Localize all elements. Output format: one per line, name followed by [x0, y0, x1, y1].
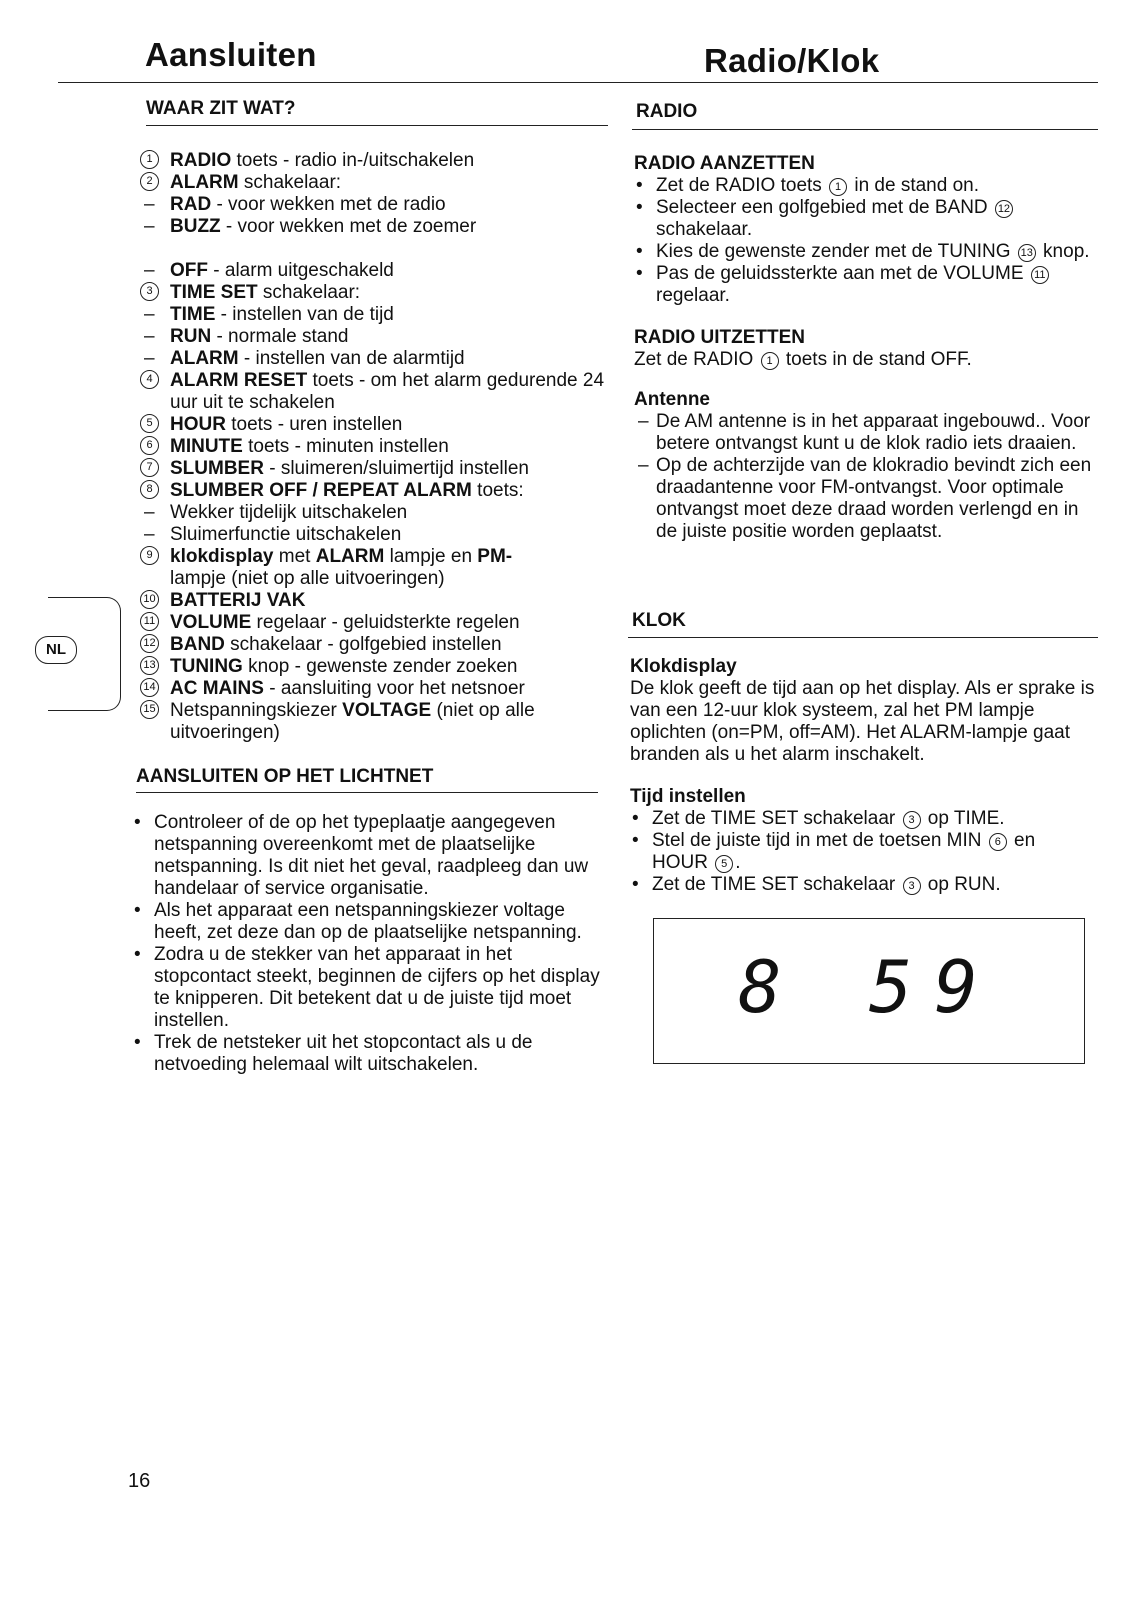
radio-aanzetten	[634, 153, 1104, 543]
clock-display-illustration	[653, 918, 1085, 1064]
net-heading: AANSLUITEN OP HET LICHTNET	[136, 766, 434, 787]
net-bullets	[132, 812, 602, 1076]
alarm-off: – OFF - alarm uitgeschakeld	[140, 260, 610, 282]
part-11: 11 VOLUME regelaar - geluidsterkte regelen	[140, 612, 610, 634]
uitzetten-heading: RADIO UITZETTEN	[634, 327, 805, 348]
part-8: 8 SLUMBER OFF / REPEAT ALARM toets:	[140, 480, 610, 502]
klok-rule	[628, 637, 1098, 638]
page-title-left: Aansluiten	[145, 36, 317, 73]
part-5: 5 HOUR toets - uren instellen	[140, 414, 610, 436]
tijd-2: • Stel de juiste tijd in met de toetsen MIN 6 en HOUR 5 .	[630, 830, 1096, 874]
net-bullet-2: • Als het apparaat een netspanningskiezer voltage heeft, zet deze dan op de plaatselijke netspanning.	[132, 900, 602, 944]
part-6: 6 MINUTE toets - minuten instellen	[140, 436, 610, 458]
part-3: 3 TIME SET schakelaar:	[140, 282, 610, 304]
waar-heading: WAAR ZIT WAT?	[146, 98, 296, 119]
slumber-sub-1: – Wekker tijdelijk uitschakelen	[140, 502, 610, 524]
num-1: 1	[140, 150, 159, 169]
klokdisplay-heading: Klokdisplay	[630, 656, 737, 677]
radio-heading: RADIO	[636, 101, 698, 122]
part-10: 10 BATTERIJ VAK	[140, 590, 610, 612]
antenne-heading: Antenne	[634, 389, 710, 410]
part-9: 9 klokdisplay met ALARM lampje en PM- lampje (niet op alle uitvoeringen)	[140, 546, 610, 590]
page-number: 16	[128, 1470, 151, 1492]
part-13: 13 TUNING knop - gewenste zender zoeken	[140, 656, 610, 678]
language-badge: NL	[35, 636, 77, 664]
klok-section	[630, 656, 1096, 896]
part-15: 15 Netspanningskiezer VOLTAGE (niet op alle uitvoeringen)	[140, 700, 610, 744]
timeset-run: – RUN - normale stand	[140, 326, 610, 348]
klokdisplay-text: De klok geeft de tijd aan op het display. Als er sprake is van een 12-uur klok systeem, zal het PM lampje oplichten (on=PM, off=AM). Het ALARM-lampje gaat branden als u het alarm inschakelt.	[630, 678, 1095, 765]
aanzetten-heading: RADIO AANZETTEN	[634, 153, 815, 174]
waar-rule	[146, 125, 608, 126]
net-rule	[136, 792, 598, 793]
antenne-1: – De AM antenne is in het apparaat ingebouwd.. Voor betere ontvangst kunt u de klok radio iets draaien.	[634, 411, 1104, 455]
tijd-3: • Zet de TIME SET schakelaar 3 op RUN.	[630, 874, 1096, 896]
timeset-alarm: – ALARM - instellen van de alarmtijd	[140, 348, 610, 370]
tijd-heading: Tijd instellen	[630, 786, 746, 807]
net-bullet-3: • Zodra u de stekker van het apparaat in het stopcontact steekt, beginnen de cijfers op het display te knipperen. Dit betekent dat u de juiste tijd moet instellen.	[132, 944, 602, 1032]
slumber-sub-2: – Sluimerfunctie uitschakelen	[140, 524, 610, 546]
part-7: 7 SLUMBER - sluimeren/sluimertijd instellen	[140, 458, 610, 480]
part-1: 1 RADIO toets - radio in-/uitschakelen	[140, 150, 610, 172]
net-bullet-4: • Trek de netsteker uit het stopcontact als u de netvoeding helemaal wilt uitschakelen.	[132, 1032, 602, 1076]
antenne-2: – Op de achterzijde van de klokradio bevindt zich een draadantenne voor FM-ontvangst. Voor optimale ontvangst moet deze draad worden verlengd en in de juiste positie worden geplaatst.	[634, 455, 1104, 543]
aanzetten-1: • Zet de RADIO toets 1 in de stand on.	[634, 175, 1104, 197]
part-14: 14 AC MAINS - aansluiting voor het netsnoer	[140, 678, 610, 700]
klok-heading: KLOK	[632, 610, 686, 631]
clock-display-digits: 8 59	[738, 945, 1000, 1029]
radio-rule	[632, 129, 1098, 130]
aanzetten-4: • Pas de geluidssterkte aan met de VOLUME 11 regelaar.	[634, 263, 1104, 307]
part-4: 4 ALARM RESET toets - om het alarm gedurende 24 uur uit te schakelen	[140, 370, 610, 414]
part-12: 12 BAND schakelaar - golfgebied instellen	[140, 634, 610, 656]
net-bullet-1: • Controleer of de op het typeplaatje aangegeven netspanning overeenkomt met de plaatselijke netspanning. Is dit niet het geval, raadpleeg dan uw handelaar of service organisatie.	[132, 812, 602, 900]
part-2: 2 ALARM schakelaar:	[140, 172, 610, 194]
alarm-buzz: – BUZZ - voor wekken met de zoemer	[140, 216, 610, 238]
timeset-time: – TIME - instellen van de tijd	[140, 304, 610, 326]
tijd-1: • Zet de TIME SET schakelaar 3 op TIME.	[630, 808, 1096, 830]
aanzetten-2: • Selecteer een golfgebied met de BAND 12 schakelaar.	[634, 197, 1104, 241]
alarm-rad: – RAD - voor wekken met de radio	[140, 194, 610, 216]
uitzetten-text: Zet de RADIO 1 toets in de stand OFF.	[634, 349, 972, 370]
title-rule	[58, 82, 1098, 83]
parts-list	[140, 150, 610, 744]
page-title-right: Radio/Klok	[704, 42, 880, 79]
aanzetten-3: • Kies de gewenste zender met de TUNING 13 knop.	[634, 241, 1104, 263]
